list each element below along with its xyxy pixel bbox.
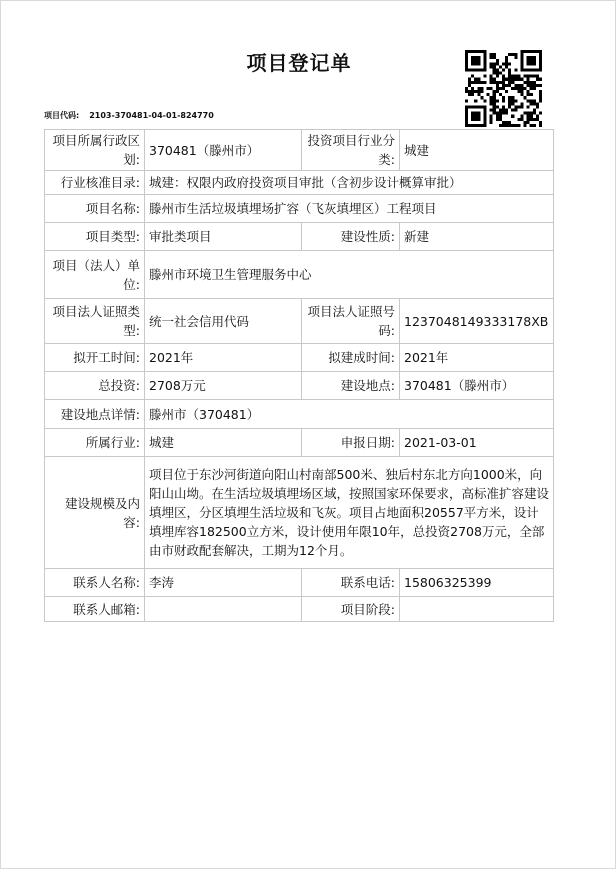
contact-email-value <box>145 597 302 622</box>
location-detail-label: 建设地点详情: <box>45 400 145 429</box>
table-row <box>45 597 554 622</box>
contact-phone-label: 联系电话: <box>302 569 400 597</box>
table-row <box>45 299 554 344</box>
total-investment-value: 2708万元 <box>145 372 302 400</box>
legal-unit-value: 滕州市环境卫生管理服务中心 <box>145 251 554 299</box>
industry-value: 城建 <box>145 429 302 457</box>
table-row <box>45 429 554 457</box>
contact-phone-value: 15806325399 <box>400 569 554 597</box>
report-date-label: 申报日期: <box>302 429 400 457</box>
project-type-label: 项目类型: <box>45 223 145 251</box>
admin-region-value: 370481（滕州市） <box>145 130 302 171</box>
project-code-line <box>44 110 214 121</box>
cert-type-value: 统一社会信用代码 <box>145 299 302 344</box>
table-row <box>45 130 554 171</box>
cert-no-label: 项目法人证照号码: <box>302 299 400 344</box>
scale-content-label: 建设规模及内容: <box>45 457 145 569</box>
table-row <box>45 457 554 569</box>
project-name-value: 滕州市生活垃圾填埋场扩容（飞灰填埋区）工程项目 <box>145 195 554 223</box>
completion-time-label: 拟建成时间: <box>302 344 400 372</box>
construction-nature-value: 新建 <box>400 223 554 251</box>
table-row <box>45 223 554 251</box>
legal-unit-label: 项目（法人）单位: <box>45 251 145 299</box>
cert-type-label: 项目法人证照类型: <box>45 299 145 344</box>
project-name-label: 项目名称: <box>45 195 145 223</box>
project-code-label: 项目代码: <box>44 111 80 120</box>
completion-time-value: 2021年 <box>400 344 554 372</box>
start-time-value: 2021年 <box>145 344 302 372</box>
project-stage-value <box>400 597 554 622</box>
registration-table <box>44 129 554 622</box>
industry-label: 所属行业: <box>45 429 145 457</box>
project-code-value: 2103-370481-04-01-824770 <box>89 111 214 120</box>
project-type-value: 审批类项目 <box>145 223 302 251</box>
location-label: 建设地点: <box>302 372 400 400</box>
report-date-value: 2021-03-01 <box>400 429 554 457</box>
table-row <box>45 372 554 400</box>
table-row <box>45 195 554 223</box>
cert-no-value: 1237048149333178XB <box>400 299 554 344</box>
approval-catalog-label: 行业核准目录: <box>45 171 145 195</box>
project-stage-label: 项目阶段: <box>302 597 400 622</box>
approval-catalog-value: 城建：权限内政府投资项目审批（含初步设计概算审批） <box>145 171 554 195</box>
contact-email-label: 联系人邮箱: <box>45 597 145 622</box>
table-row <box>45 569 554 597</box>
industry-category-value: 城建 <box>400 130 554 171</box>
page-title: 项目登记单 <box>246 51 352 75</box>
location-value: 370481（滕州市） <box>400 372 554 400</box>
construction-nature-label: 建设性质: <box>302 223 400 251</box>
table-row <box>45 251 554 299</box>
scale-content-value: 项目位于东沙河街道向阳山村南部500米、独后村东北方向1000米，向阳山山坳。在生活垃圾填埋场区域，按照国家环保要求，高标准扩容建设填埋区，分区填埋生活垃圾和飞灰。项目占地面积20557平方米，设计填埋库容182500立方米，设计使用年限10年，总投资2708万元，全部由市财政配套解决，工期为12个月。 <box>145 457 554 569</box>
location-detail-value: 滕州市（370481） <box>145 400 554 429</box>
admin-region-label: 项目所属行政区划: <box>45 130 145 171</box>
table-row <box>45 344 554 372</box>
start-time-label: 拟开工时间: <box>45 344 145 372</box>
table-row <box>45 171 554 195</box>
contact-name-value: 李涛 <box>145 569 302 597</box>
table-row <box>45 400 554 429</box>
contact-name-label: 联系人名称: <box>45 569 145 597</box>
qr-code <box>465 50 542 127</box>
industry-category-label: 投资项目行业分类: <box>302 130 400 171</box>
total-investment-label: 总投资: <box>45 372 145 400</box>
